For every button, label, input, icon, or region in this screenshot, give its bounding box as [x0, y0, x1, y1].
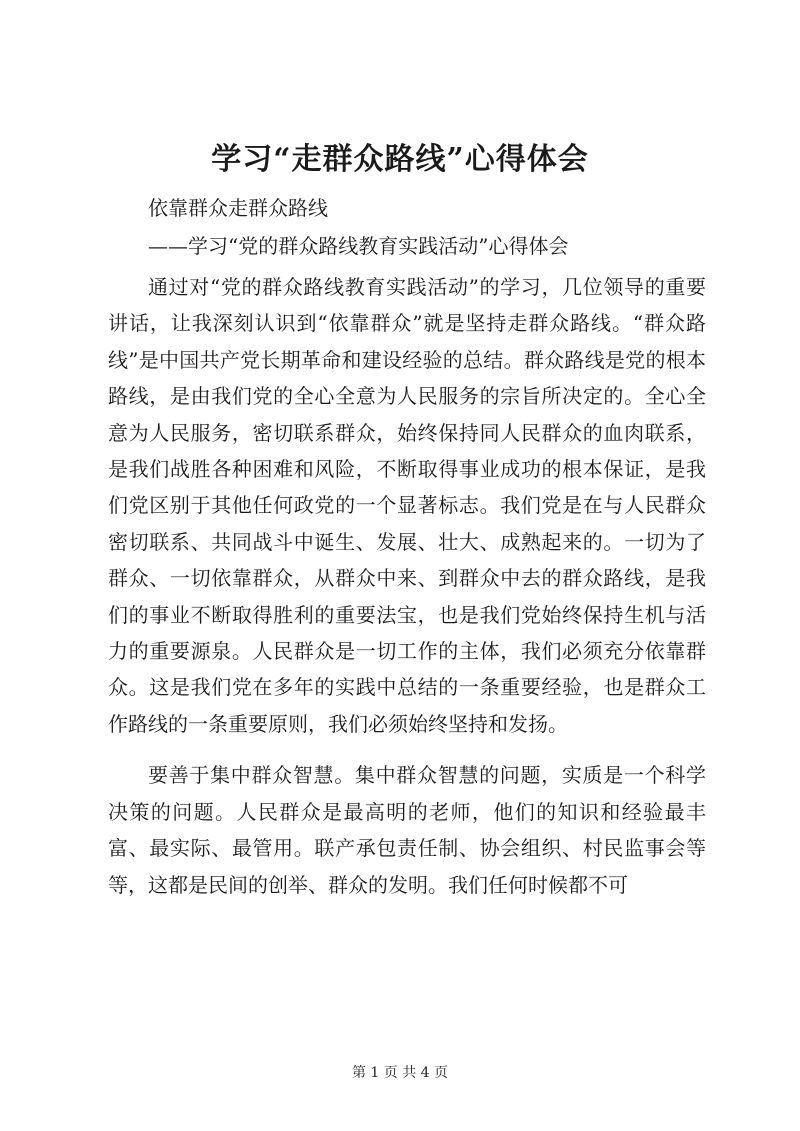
document-title: 学习“走群众路线”心得体会 [211, 142, 589, 177]
body-paragraph-1: 通过对“党的群众路线教育实践活动”的学习，几位领导的重要讲话，让我深刻认识到“依靠群众”就是坚持走群众路线。“群众路线”是中国共产党长期革命和建设经验的总结。群众路线是党的根本路线，是由我们党的全心全意为人民服务的宗旨所决定的。全心全意为人民服务，密切联系群众，始终保持同人民群众的血肉联系，是我们战胜各种困难和风险，不断取得事业成功的根本保证，是我们党区别于其他任何政党的一个显著标志。我们党是在与人民群众密切联系、共同战斗中诞生、发展、壮大、成熟起来的。一切为了群众、一切依靠群众，从群众中来、到群众中去的群众路线，是我们的事业不断取得胜利的重要法宝，也是我们党始终保持生机与活力的重要源泉。人民群众是一切工作的主体，我们必须充分依靠群众。这是我们党在多年的实践中总结的一条重要经验，也是群众工作路线的一条重要原则，我们必须始终坚持和发扬。 [108, 275, 706, 736]
document-subheading: ——学习“党的群众路线教育实践活动”心得体会 [148, 234, 569, 258]
document-body [108, 269, 706, 903]
page-footer: 第 1 页 共 4 页 [351, 1065, 449, 1081]
document-subtitle: 依靠群众走群众路线 [148, 196, 328, 220]
body-paragraph-2: 要善于集中群众智慧。集中群众智慧的问题，实质是一个科学决策的问题。人民群众是最高明的老师，他们的知识和经验最丰富、最实际、最管用。联产承包责任制、协会组织、村民监事会等等，这都是民间的创举、群众的发明。我们任何时候都不可 [108, 763, 706, 897]
